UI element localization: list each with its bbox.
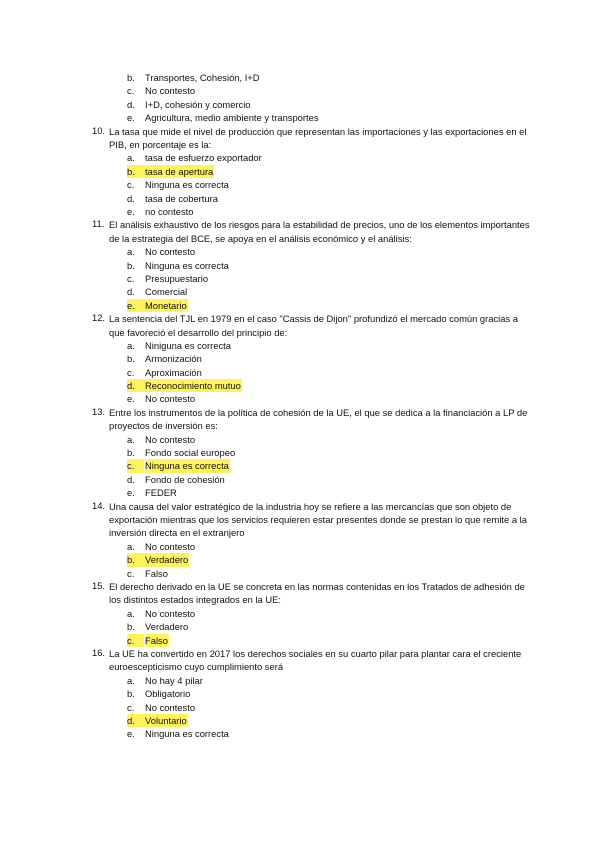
- option-letter: d.: [127, 379, 145, 392]
- option-text: I+D, cohesión y comercio: [145, 98, 251, 110]
- answer-option: [0, 620, 600, 633]
- option-text: Fondo social europeo: [145, 447, 236, 459]
- option-text: Agricultura, medio ambiente y transportes: [145, 112, 319, 124]
- question-number: 16.: [92, 647, 106, 658]
- answer-option: [0, 165, 600, 178]
- option-text: Presupuestario: [145, 272, 209, 284]
- option-letter: a.: [127, 607, 135, 619]
- option-letter: a.: [127, 540, 135, 552]
- option-text: Ninguna es correcta: [145, 728, 229, 740]
- option-text: Transportes, Cohesión, I+D: [145, 72, 260, 83]
- option-letter: d.: [127, 286, 135, 298]
- answer-option: [0, 727, 600, 740]
- option-text: No contesto: [145, 540, 196, 552]
- question-text: La UE ha convertido en 2017 los derechos sociales en su cuarto pilar para plantar cara el creciente euroescepticismo cuyo cumplimiento será: [109, 648, 522, 673]
- option-letter: e.: [127, 487, 135, 499]
- option-letter: d.: [127, 98, 135, 110]
- option-text: Obligatorio: [145, 688, 191, 700]
- answer-option: [0, 540, 600, 553]
- highlighted-option-text: Monetario: [145, 299, 187, 311]
- option-text: Ninguna es correcta: [145, 179, 229, 191]
- option-text: No contesto: [145, 701, 196, 713]
- option-letter: a.: [127, 152, 135, 164]
- option-text: Fondo de cohesión: [145, 473, 225, 485]
- highlighted-option-text: Falso: [145, 634, 168, 646]
- option-text: Aproximación: [145, 366, 202, 378]
- answer-option: [0, 379, 600, 392]
- answer-option: [0, 701, 600, 714]
- option-letter: c.: [127, 272, 135, 284]
- question-item: [0, 125, 600, 219]
- highlighted-option-text: Ninguna es correcta: [145, 460, 229, 472]
- answer-option: [0, 446, 600, 459]
- option-text: tasa de cobertura: [145, 192, 218, 204]
- question-text: El análisis exhaustivo de los riesgos para la estabilidad de precios, uno de los elementos importantes de la estrategia del BCE, se apoya en el análisis económico y el análisis:: [109, 219, 530, 244]
- option-text: no contesto: [145, 205, 194, 217]
- document-page: [0, 71, 600, 741]
- answer-option: [0, 151, 600, 164]
- option-letter: e.: [127, 393, 135, 405]
- option-text: No contesto: [145, 433, 196, 445]
- answer-option: [0, 674, 600, 687]
- answer-option: [0, 98, 600, 111]
- question-text: Entre los instrumentos de la política de cohesión de la UE, el que se dedica a la financiación a LP de proyectos de inversión es:: [109, 406, 528, 432]
- question-number: 14.: [92, 499, 106, 511]
- highlighted-option-text: Reconocimiento mutuo: [145, 380, 241, 392]
- answer-option: [0, 84, 600, 97]
- option-text: Falso: [145, 567, 168, 579]
- answer-option: [0, 486, 600, 499]
- highlighted-option-text: Voluntario: [145, 714, 187, 726]
- option-letter: b.: [127, 353, 135, 365]
- option-letter: e.: [127, 299, 145, 312]
- option-letter: c.: [127, 634, 144, 647]
- option-letter: d.: [127, 714, 145, 727]
- question-item: [0, 580, 600, 647]
- question-item: [0, 500, 600, 580]
- answer-option: [0, 553, 600, 566]
- answer-option: [0, 392, 600, 405]
- option-text: Niniguna es correcta: [145, 339, 231, 351]
- question-number: 13.: [92, 405, 106, 417]
- answer-option: [0, 352, 600, 365]
- option-letter: a.: [127, 433, 135, 445]
- option-letter: d.: [127, 473, 135, 485]
- answer-option: [0, 567, 600, 580]
- question-list: [0, 125, 600, 741]
- answer-option: [0, 714, 600, 727]
- answer-option: [0, 607, 600, 620]
- question-text: La tasa que mide el nivel de producción que representan las importaciones y las exportaciones en el PIB, en porcentaje es la:: [109, 125, 527, 150]
- option-letter: b.: [127, 165, 145, 178]
- option-letter: a.: [127, 246, 135, 258]
- answer-option: [0, 178, 600, 191]
- answer-option: [0, 299, 600, 312]
- answer-option: [0, 339, 600, 352]
- question-number: 12.: [92, 312, 106, 324]
- answer-option: [0, 366, 600, 379]
- option-text: No contesto: [145, 607, 196, 619]
- option-text: No hay 4 pilar: [145, 674, 203, 686]
- option-letter: d.: [127, 192, 135, 204]
- highlighted-option-text: Verdadero: [145, 554, 189, 566]
- answer-option: [0, 259, 600, 272]
- option-letter: b.: [127, 553, 145, 566]
- answer-option: [0, 459, 600, 472]
- answer-option: [0, 272, 600, 285]
- option-letter: c.: [127, 701, 135, 713]
- answer-option: [0, 634, 600, 647]
- option-letter: b.: [127, 621, 135, 633]
- option-text: No contesto: [145, 393, 196, 405]
- question-text: Una causa del valor estratégico de la industria hoy se refiere a las mercancías que son objeto de exportación mientras que los servicios requieren estar presentes donde se prestan lo que remite a la inversión directa en el extranjero: [109, 500, 527, 539]
- option-text: Armonización: [145, 353, 202, 365]
- option-text: FEDER: [145, 487, 177, 499]
- option-letter: b.: [127, 447, 135, 459]
- option-letter: c.: [127, 459, 144, 472]
- question-number: 11.: [92, 218, 105, 230]
- question-item: [0, 312, 600, 406]
- option-letter: a.: [127, 674, 135, 686]
- answer-option: [0, 71, 600, 84]
- question-number: 10.: [92, 124, 106, 136]
- answer-option: [0, 285, 600, 298]
- option-letter: e.: [127, 205, 135, 217]
- option-letter: e.: [127, 112, 135, 124]
- option-letter: c.: [127, 366, 135, 378]
- question-item: [0, 647, 600, 741]
- answer-option: [0, 245, 600, 258]
- option-text: Verdadero: [145, 621, 189, 633]
- option-letter: a.: [127, 339, 135, 351]
- option-text: Comercial: [145, 286, 188, 298]
- option-letter: b.: [127, 688, 135, 700]
- option-text: No contesto: [145, 246, 196, 258]
- option-letter: b.: [127, 72, 135, 83]
- question-text: El derecho derivado en la UE se concreta en las normas contenidas en los Tratados de adhesión de los distintos estados integrados en la UE:: [109, 581, 525, 606]
- option-letter: c.: [127, 567, 135, 579]
- question-item: [0, 406, 600, 500]
- previous-question-options: [0, 71, 600, 125]
- answer-option: [0, 473, 600, 486]
- answer-option: [0, 192, 600, 205]
- answer-option: [0, 205, 600, 218]
- answer-option: [0, 111, 600, 124]
- option-text: Ninguna es correcta: [145, 259, 229, 271]
- answer-option: [0, 433, 600, 446]
- answer-option: [0, 687, 600, 700]
- option-text: No contesto: [145, 85, 196, 97]
- option-letter: c.: [127, 179, 135, 191]
- question-number: 15.: [92, 580, 106, 592]
- question-item: [0, 218, 600, 312]
- option-letter: e.: [127, 728, 135, 740]
- option-text: tasa de esfuerzo exportador: [145, 152, 262, 164]
- question-text: La sentencia del TJL en 1979 en el caso "Cassis de Dijon" profundizó el mercado común gracias a que favoreció el desarrollo del principio de:: [109, 313, 518, 338]
- highlighted-option-text: tasa de apertura: [145, 165, 214, 177]
- option-letter: b.: [127, 259, 135, 271]
- option-letter: c.: [127, 85, 135, 97]
